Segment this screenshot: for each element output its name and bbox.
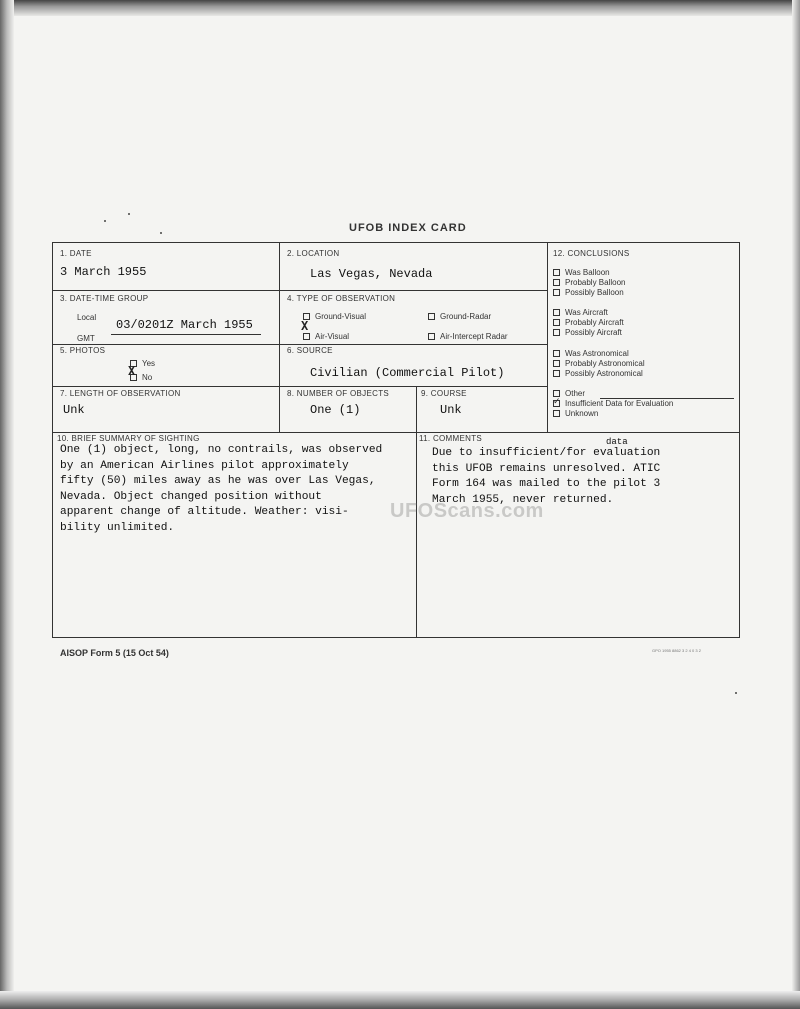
scan-speck <box>160 232 162 234</box>
summary-line: Nevada. Object changed position without <box>60 490 322 503</box>
comments-line: Form 164 was mailed to the pilot 3 <box>432 478 661 490</box>
ground-radar-checkbox <box>428 313 435 320</box>
comments-line: Due to insufficient/for evaluation <box>432 447 661 459</box>
gmt-label: GMT <box>77 334 95 343</box>
summary-line: bility unlimited. <box>60 521 175 534</box>
summary-line: One (1) object, long, no contrails, was observed <box>60 444 383 456</box>
conclusion-possibly-balloon: Possibly Balloon <box>553 288 624 297</box>
conclusion-unknown: Unknown <box>553 409 598 418</box>
air-visual-option: Air-Visual <box>303 332 349 341</box>
comments-line: March 1955, never returned. <box>432 493 614 506</box>
photos-yes-option: Yes <box>130 359 155 368</box>
summary-label: 10. BRIEF SUMMARY OF SIGHTING <box>57 434 200 443</box>
location-value: Las Vegas, Nevada <box>310 267 433 281</box>
row-divider <box>53 432 739 433</box>
conclusion-was-astronomical: Was Astronomical <box>553 349 629 358</box>
course-label: 9. COURSE <box>421 389 467 398</box>
conclusion-other: Other <box>553 389 585 398</box>
scan-speck <box>735 692 737 694</box>
scan-edge-top <box>0 0 800 16</box>
insufficient-data-checkbox <box>553 400 560 407</box>
photos-no-x-mark: X <box>128 364 136 378</box>
date-value: 3 March 1955 <box>60 265 147 279</box>
gmt-value: 03/0201Z March 1955 <box>116 318 253 332</box>
length-value: Unk <box>63 403 85 417</box>
summary-line: by an American Airlines pilot approximately <box>60 459 349 472</box>
scan-speck <box>128 213 130 215</box>
photos-no-option: No <box>130 373 152 382</box>
ground-visual-option: Ground-Visual <box>303 312 366 321</box>
scan-edge-right <box>792 0 800 1009</box>
air-visual-checkbox <box>303 333 310 340</box>
location-label: 2. LOCATION <box>287 249 340 258</box>
conclusion-insufficient-data: ✓Insufficient Data for Evaluation <box>553 399 673 408</box>
comments-text <box>432 446 660 508</box>
scan-speck <box>104 220 106 222</box>
objects-value: One (1) <box>310 403 361 417</box>
watermark: UFOScans.com <box>390 500 544 522</box>
row-divider <box>53 290 547 291</box>
date-label: 1. DATE <box>60 249 92 258</box>
length-label: 7. LENGTH OF OBSERVATION <box>60 389 181 398</box>
scan-edge-left <box>0 0 14 1009</box>
row-divider <box>53 344 547 345</box>
col-divider <box>279 243 280 432</box>
summary-text <box>60 443 382 536</box>
course-value: Unk <box>440 403 462 417</box>
source-label: 6. SOURCE <box>287 346 333 355</box>
form-identifier: AISOP Form 5 (15 Oct 54) <box>60 648 169 658</box>
card-title: UFOB INDEX CARD <box>349 222 467 234</box>
conclusion-was-balloon: Was Balloon <box>553 268 610 277</box>
objects-label: 8. NUMBER OF OBJECTS <box>287 389 390 398</box>
date-time-group-label: 3. DATE-TIME GROUP <box>60 294 149 303</box>
conclusions-label: 12. CONCLUSIONS <box>553 249 630 258</box>
col-divider <box>547 243 548 432</box>
row-divider <box>53 386 547 387</box>
conclusion-probably-astronomical: Probably Astronomical <box>553 359 645 368</box>
comments-insert: data <box>606 437 628 447</box>
comments-label: 11. COMMENTS <box>419 434 483 443</box>
air-intercept-radar-option: Air-Intercept Radar <box>428 332 508 341</box>
observation-type-label: 4. TYPE OF OBSERVATION <box>287 294 396 303</box>
comments-line: this UFOB remains unresolved. ATIC <box>432 462 661 475</box>
source-value: Civilian (Commercial Pilot) <box>310 366 505 380</box>
conclusion-probably-aircraft: Probably Aircraft <box>553 318 624 327</box>
gmt-underline <box>111 334 261 335</box>
scan-edge-bottom <box>0 991 800 1009</box>
summary-line: apparent change of altitude. Weather: visi- <box>60 506 349 518</box>
summary-line: fifty (50) miles away as he was over Las Vegas, <box>60 475 376 487</box>
printing-note: GPO 1955 8862 3 2 4 0 3 2 <box>652 648 701 653</box>
ground-radar-option: Ground-Radar <box>428 312 491 321</box>
conclusion-possibly-astronomical: Possibly Astronomical <box>553 369 643 378</box>
photos-label: 5. PHOTOS <box>60 346 106 355</box>
conclusion-possibly-aircraft: Possibly Aircraft <box>553 328 622 337</box>
conclusion-probably-balloon: Probably Balloon <box>553 278 625 287</box>
conclusion-was-aircraft: Was Aircraft <box>553 308 608 317</box>
air-visual-x-mark: X <box>301 319 309 333</box>
air-intercept-radar-checkbox <box>428 333 435 340</box>
local-label: Local <box>77 313 97 322</box>
